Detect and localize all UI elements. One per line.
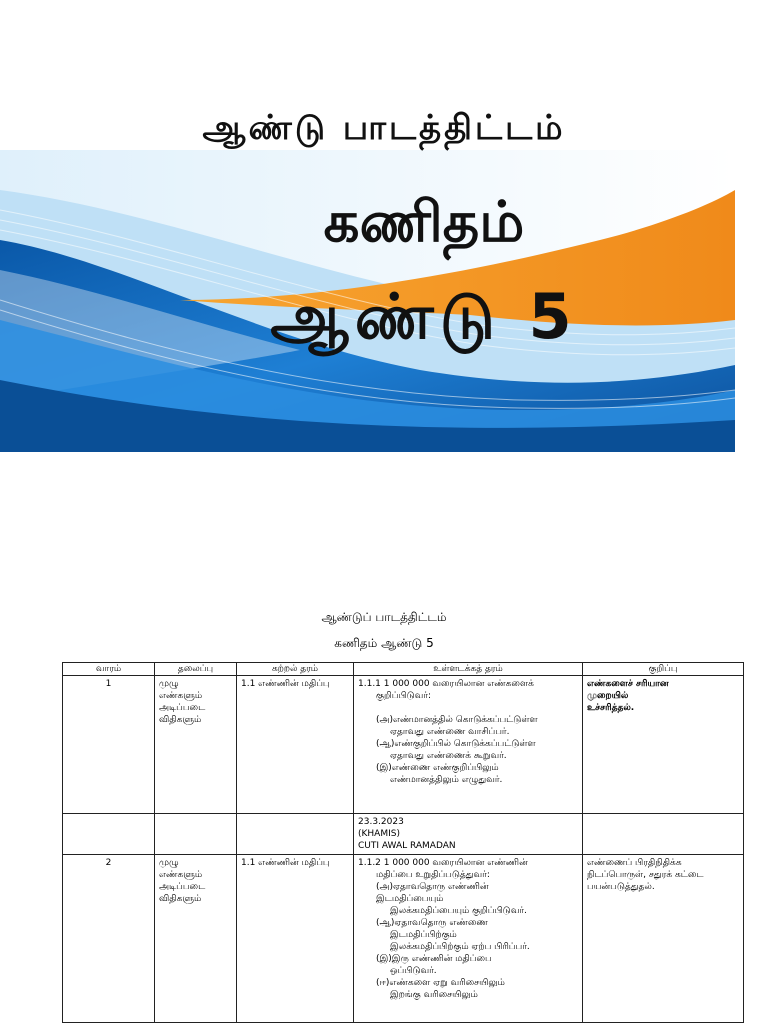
topic-cell (155, 676, 237, 814)
header-week: வாரம் (63, 663, 155, 676)
standard-line: 1.1.1 1 000 000 வரையிலான எண்களைக் (358, 679, 534, 689)
topic-line: அடிப்படை (159, 703, 206, 713)
note-line: முறையில் (587, 691, 629, 701)
spacer (358, 702, 578, 714)
table-row (63, 676, 744, 814)
standard-line: இடமதிப்பையும் (376, 894, 444, 904)
standard-line: 1.1.2 1 000 000 வரையிலான எண்ணின் (358, 858, 528, 868)
learning-area-cell (237, 814, 354, 855)
document-subheading: கணிதம் ஆண்டு 5 (334, 636, 434, 650)
cover-subject: கணிதம் (323, 190, 525, 255)
holiday-day: (KHAMIS) (358, 829, 400, 839)
standard-line: (அ)எண்மானத்தில் கொடுக்கப்பட்டுள்ள (376, 715, 538, 725)
topic-line: விதிகளும் (159, 894, 202, 904)
table-header-row (63, 663, 744, 676)
learning-area-cell: 1.1 எண்ணின் மதிப்பு (237, 855, 354, 1023)
topic-line: எண்களும் (159, 691, 203, 701)
standard-line: இறங்கு வரிசையிலும் (390, 990, 478, 1000)
standard-line: மதிப்பை உறுதிப்படுத்துவர்: (376, 870, 490, 880)
standard-line: (அ)ஏதாவதொரு எண்ணின் (376, 882, 489, 892)
topic-line: எண்களும் (159, 870, 203, 880)
topic-line: முழு (159, 679, 179, 689)
topic-cell (155, 814, 237, 855)
holiday-cell (354, 814, 583, 855)
topic-line: அடிப்படை (159, 882, 206, 892)
notes-cell (583, 855, 744, 1023)
header-learning-standard: கற்றல் தரம் (237, 663, 354, 676)
learning-area-cell: 1.1 எண்ணின் மதிப்பு (237, 676, 354, 814)
topic-line: விதிகளும் (159, 715, 202, 725)
cover-title: ஆண்டு பாடத்திட்டம் (202, 108, 566, 148)
standard-line: (ஆ)எண்குறிப்பில் கொடுக்கப்பட்டுள்ள (376, 739, 536, 749)
notes-cell (583, 676, 744, 814)
standard-line: ஏதாவது எண்ணைக் கூறுவர். (390, 751, 507, 761)
standard-line: ஏதாவது எண்ணை வாசிப்பர். (390, 727, 510, 737)
week-cell (63, 814, 155, 855)
document-heading: ஆண்டுப் பாடத்திட்டம் (321, 610, 447, 624)
standard-line: (இ)எண்ணை எண்குறிப்பிலும் (376, 763, 499, 773)
topic-cell (155, 855, 237, 1023)
standard-line: இலக்கமதிப்பையும் குறிப்பிடுவர். (390, 906, 527, 916)
content-standard-cell (354, 676, 583, 814)
table-row (63, 855, 744, 1023)
notes-cell (583, 814, 744, 855)
note-line: எண்களைச் சரியான (587, 679, 669, 689)
standard-line: குறிப்பிடுவர்: (376, 691, 431, 701)
standard-line: எண்மானத்திலும் எழுதுவர். (390, 775, 503, 785)
note-line: நிடப்பொருள், சதுரக் கட்டை (587, 870, 704, 880)
cover-year: ஆண்டு 5 (270, 280, 578, 353)
week-cell: 1 (63, 676, 155, 814)
standard-line: இலக்கமதிப்பிற்கும் ஏற்ப பிரிப்பர். (390, 942, 530, 952)
holiday-date: 23.3.2023 (358, 817, 404, 827)
week-cell: 2 (63, 855, 155, 1023)
note-line: எண்ணைப் பிரதிநிதிக்க (587, 858, 682, 868)
standard-line: (ஆ)ஏதாவதொரு எண்ணை (376, 918, 488, 928)
header-notes: குறிப்பு (583, 663, 744, 676)
table-row (63, 814, 744, 855)
standard-line: இடமதிப்பிற்கும் (390, 930, 457, 940)
content-standard-cell (354, 855, 583, 1023)
holiday-name: CUTI AWAL RAMADAN (358, 841, 456, 851)
standard-line: (இ)இரு எண்ணின் மதிப்பை (376, 954, 492, 964)
header-topic: தலைப்பு (155, 663, 237, 676)
lesson-plan-table (62, 662, 744, 1023)
header-content-standard: உள்ளடக்கத் தரம் (354, 663, 583, 676)
standard-line: ஒப்பிடுவர். (390, 966, 437, 976)
note-line: உச்சரித்தல். (587, 703, 635, 713)
note-line: பயன்படுத்துதல். (587, 882, 655, 892)
topic-line: முழு (159, 858, 179, 868)
standard-line: (ஈ)எண்களை ஏறு வரிசையிலும் (376, 978, 505, 988)
